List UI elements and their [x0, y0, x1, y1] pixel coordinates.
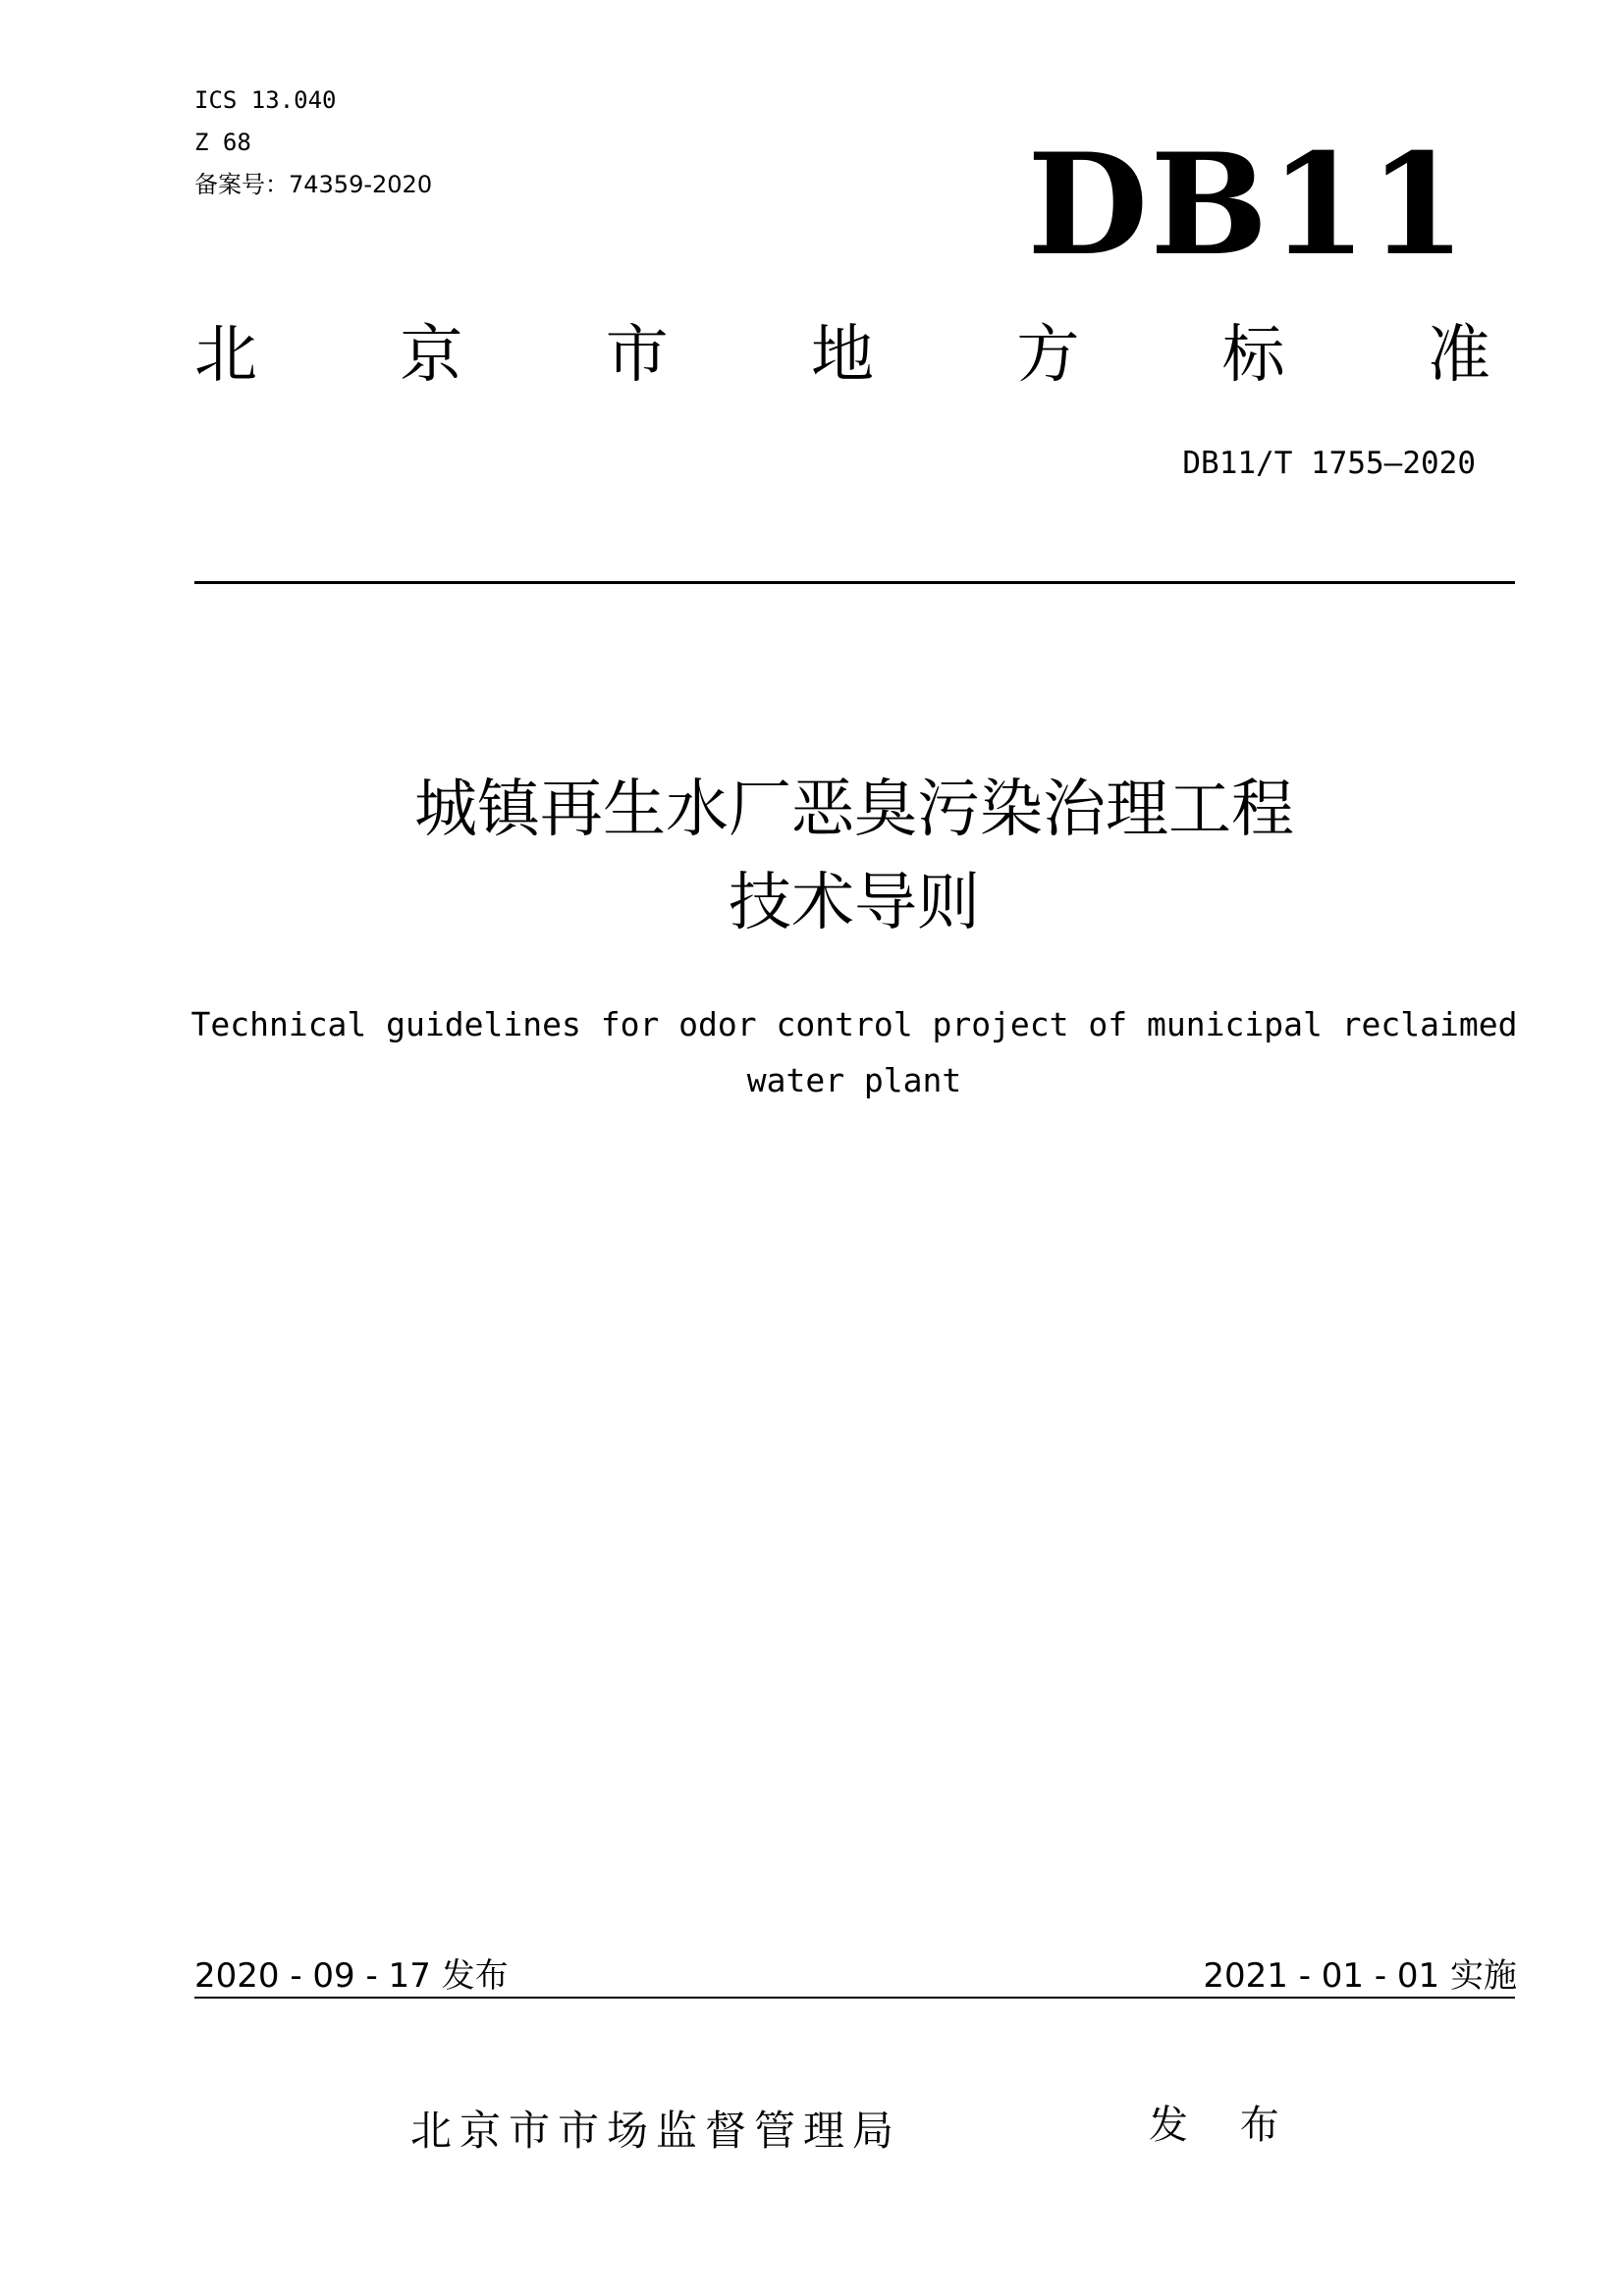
standard-type-char: 北: [194, 319, 257, 392]
filing-number: 备案号：74359-2020: [194, 171, 433, 198]
standard-type-char: 标: [1221, 319, 1285, 392]
classification-code: Z 68: [194, 129, 251, 156]
bottom-divider: [194, 1997, 1515, 1999]
standard-type-char: 准: [1427, 319, 1490, 392]
standard-code-logo: DB11: [1027, 124, 1468, 287]
implementation-date: 2021 - 01 - 01 实施: [1203, 1956, 1517, 1996]
standard-number: DB11/T 1755—2020: [1182, 446, 1476, 481]
standard-type-title: [194, 320, 1490, 391]
document-title-zh-line1: 城镇再生水厂恶臭污染治理工程: [414, 774, 1294, 846]
standard-type-char: 市: [605, 319, 669, 392]
standard-type-char: 方: [1016, 319, 1080, 392]
document-title-en-line1: Technical guidelines for odor control project of municipal reclaimed: [190, 1005, 1518, 1043]
ics-code: ICS 13.040: [194, 86, 337, 114]
document-title-zh-line2: 技术导则: [729, 867, 980, 939]
standard-type-char: 地: [810, 319, 874, 392]
issuing-authority: 北京市市场监督管理局: [410, 2107, 902, 2155]
document-title-en-line2: water plant: [746, 1061, 962, 1099]
issue-label: 发 布: [1149, 2103, 1299, 2148]
top-divider: [194, 581, 1515, 584]
standard-type-char: 京: [400, 319, 463, 392]
issue-date: 2020 - 09 - 17 发布: [194, 1956, 509, 1996]
